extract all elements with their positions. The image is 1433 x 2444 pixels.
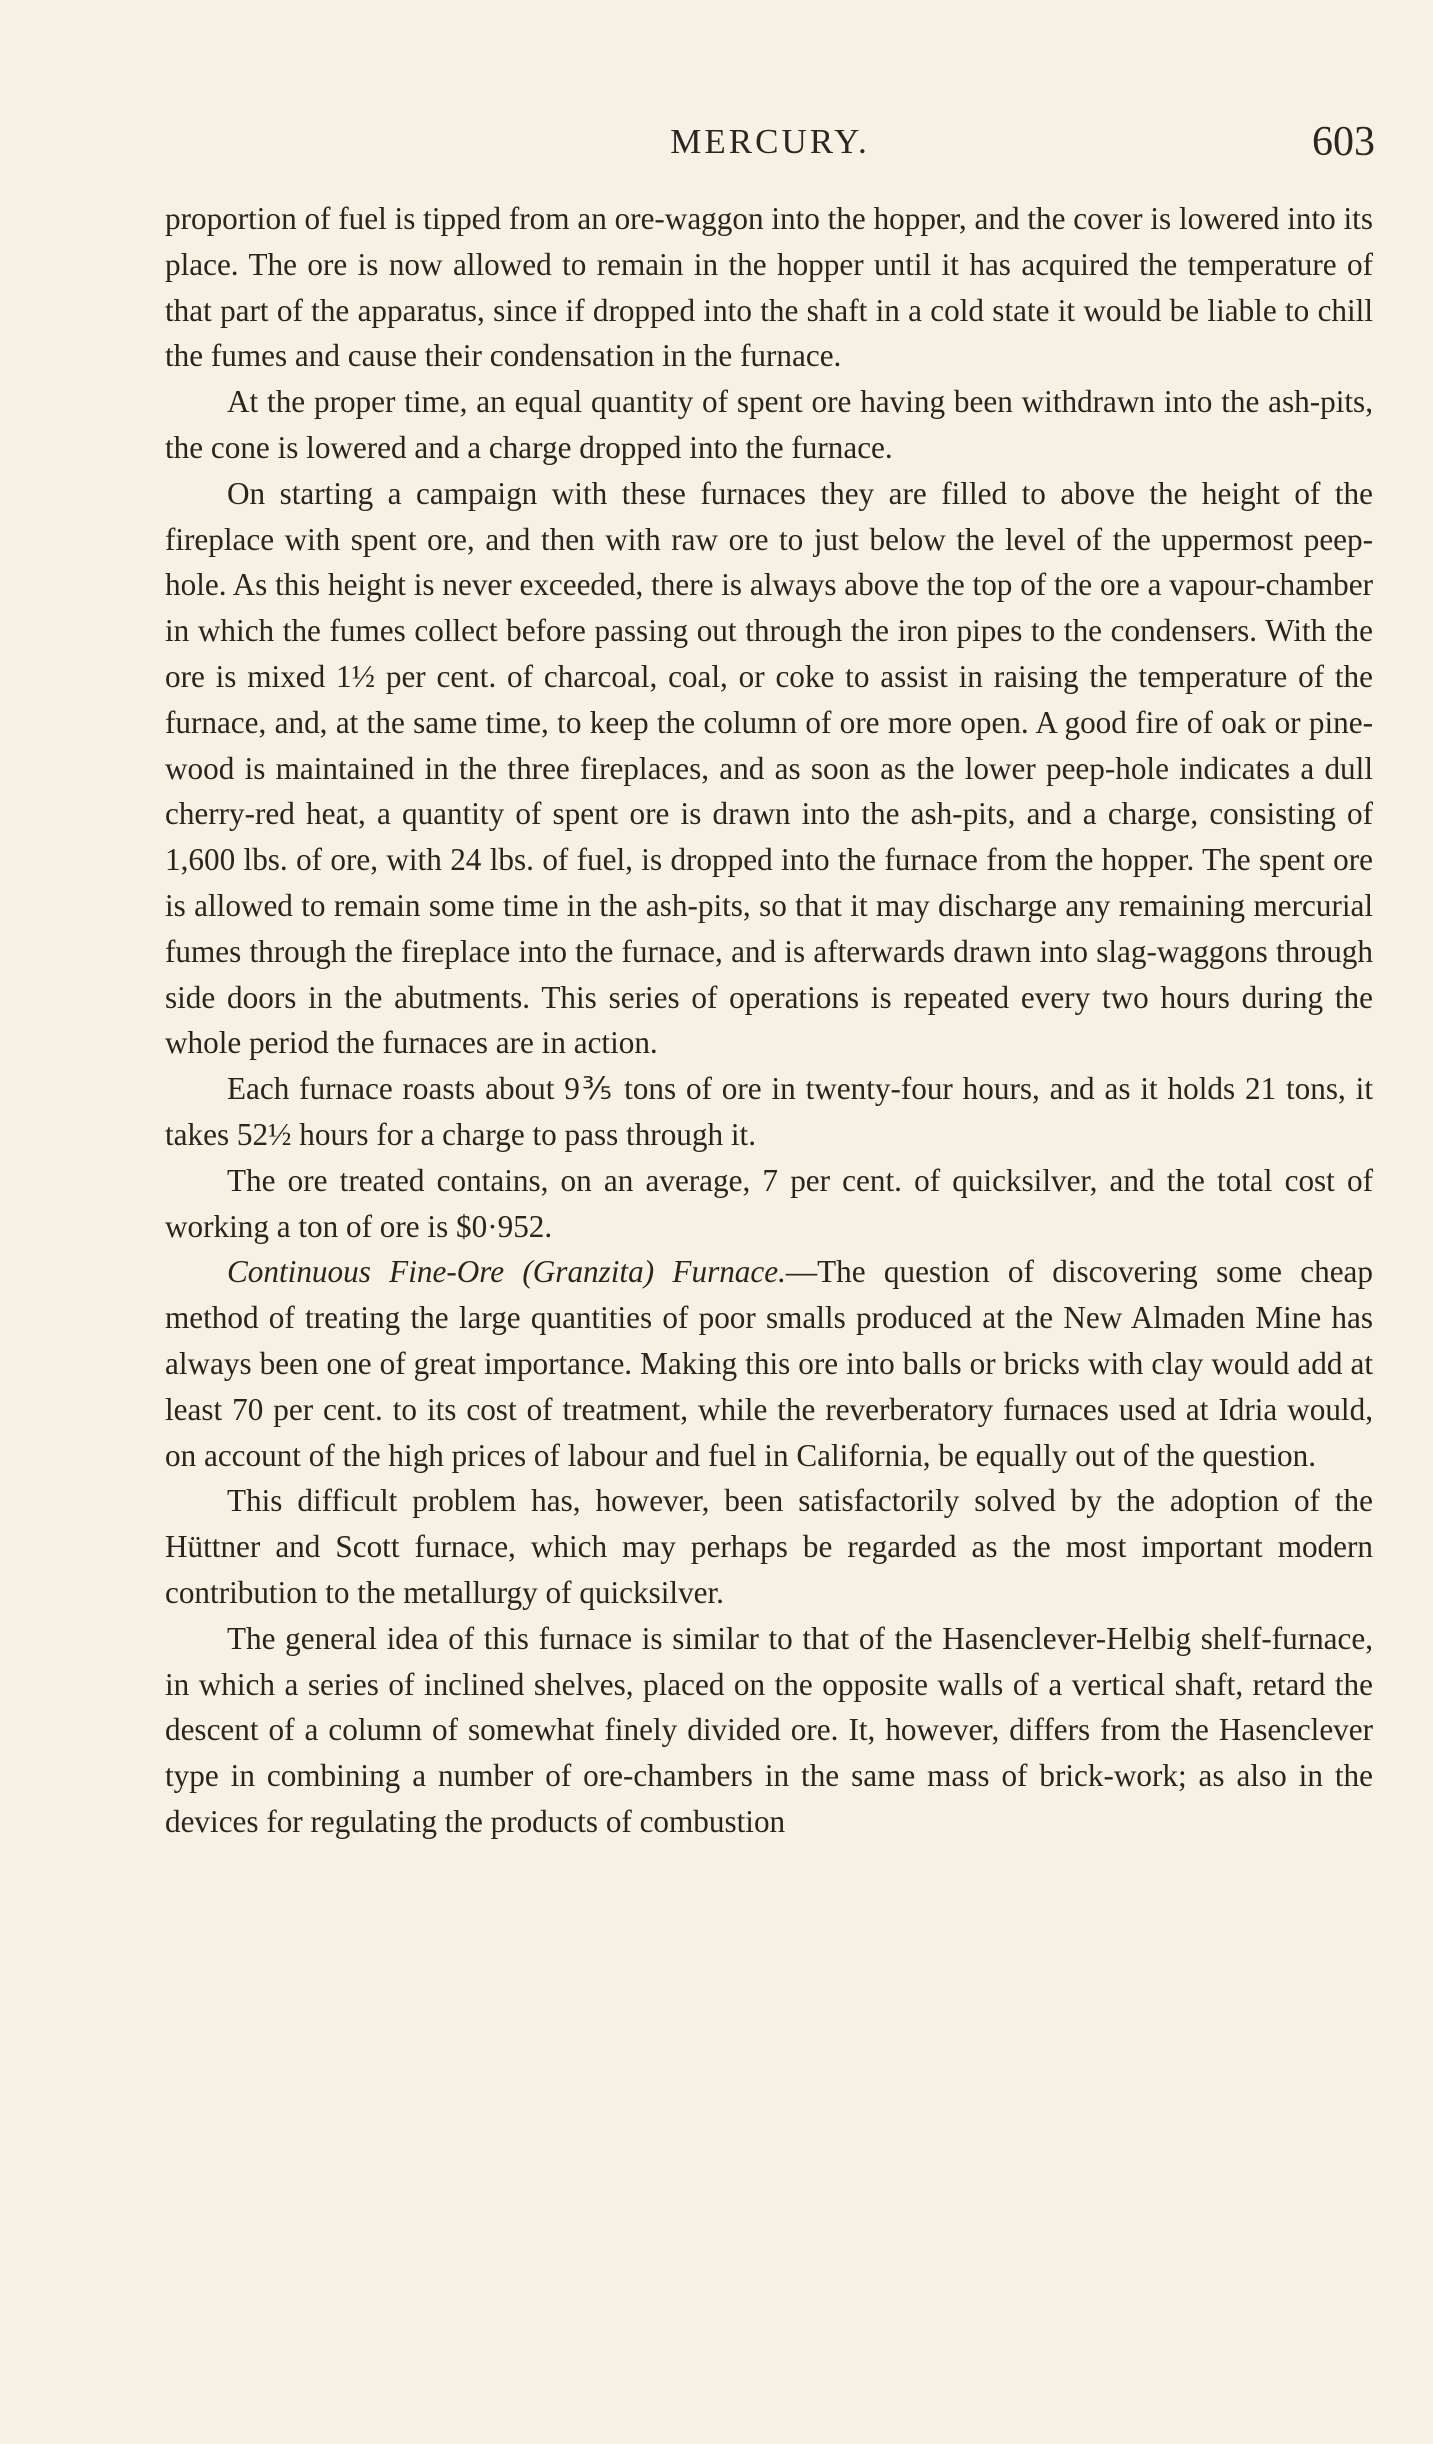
paragraph-proper-time: At the proper time, an equal quantity of spent ore having been withdrawn into the ash-pits, the cone is lowered and a charge dropped into the furnace. — [165, 384, 1373, 465]
paragraph-fine-ore-text: —The question of discovering some cheap method of treating the large quantities of poor smalls produced at the New Almaden Mine has always been one of great importance. Making this ore into balls or bricks with clay would add at least 70 per cent. to its cost of treatment, while the reverberatory furnaces used at Idria would, on account of the high prices of labour and fuel in California, be equally out of the question. — [165, 1254, 1373, 1473]
paragraph-huttner-scott: This difficult problem has, however, been satisfactorily solved by the adoption of the Hüttner and Scott furnace, which may perhaps be regarded as the most important modern contribution to the metallurgy of quicksilver. — [165, 1483, 1373, 1610]
section-heading-fine-ore-furnace: Continuous Fine-Ore (Granzita) Furnace. — [227, 1254, 786, 1290]
running-header — [165, 118, 1375, 178]
paragraph-ore-cost: The ore treated contains, on an average, 7 per cent. of quicksilver, and the total cost of working a ton of ore is $0·952. — [165, 1162, 1373, 1244]
running-title: MERCURY. — [670, 122, 870, 161]
paragraph-continued: proportion of fuel is tipped from an ore-waggon into the hopper, and the cover is lowered into its place. The ore is now allowed to remain in the hopper until it has acquired the temperature of that part of the apparatus, since if dropped into the shaft in a cold state it would be liable to chill the fumes and cause their condensation in the furnace. — [165, 201, 1373, 374]
page-number: 603 — [1312, 119, 1375, 165]
paragraph-general-idea: The general idea of this furnace is similar to that of the Hasenclever-Helbig shelf-furnace, in which a series of inclined shelves, placed on the opposite walls of a vertical shaft, retard the descent of a column of somewhat finely divided ore. It, however, differs from the Hasenclever type in combining a number of ore-chambers in the same mass of brick-work; as also in the devices for regulating the products of combustion — [165, 1620, 1373, 1839]
paragraph-starting-campaign: On starting a campaign with these furnaces they are filled to above the height of the fireplace with spent ore, and then with raw ore to just below the level of the uppermost peep-hole. As this height is never exceeded, there is always above the top of the ore a vapour-chamber in which the fumes collect before passing out through the iron pipes to the condensers. With the ore is mixed 1½ per cent. of charcoal, coal, or coke to assist in raising the temperature of the furnace, and, at the same time, to keep the column of ore more open. A good fire of oak or pine-wood is maintained in the three fireplaces, and as soon as the lower peep-hole indicates a dull cherry-red heat, a quantity of spent ore is drawn into the ash-pits, and a charge, consisting of 1,600 lbs. of ore, with 24 lbs. of fuel, is dropped into the furnace from the hopper. The spent ore is allowed to remain some time in the ash-pits, so that it may discharge any remaining mercurial fumes through the fireplace into the furnace, and is afterwards drawn into slag-waggons through side doors in the abutments. This series of operations is repeated every two hours during the whole period the furnaces are in action. — [165, 475, 1373, 1061]
paragraph-furnace-capacity: Each furnace roasts about 9⅗ tons of ore in twenty-four hours, and as it holds 21 tons, it takes 52½ hours for a charge to pass through it. — [165, 1071, 1373, 1152]
paragraph-fine-ore-furnace — [165, 1249, 1373, 1478]
body-text — [165, 196, 1373, 1845]
